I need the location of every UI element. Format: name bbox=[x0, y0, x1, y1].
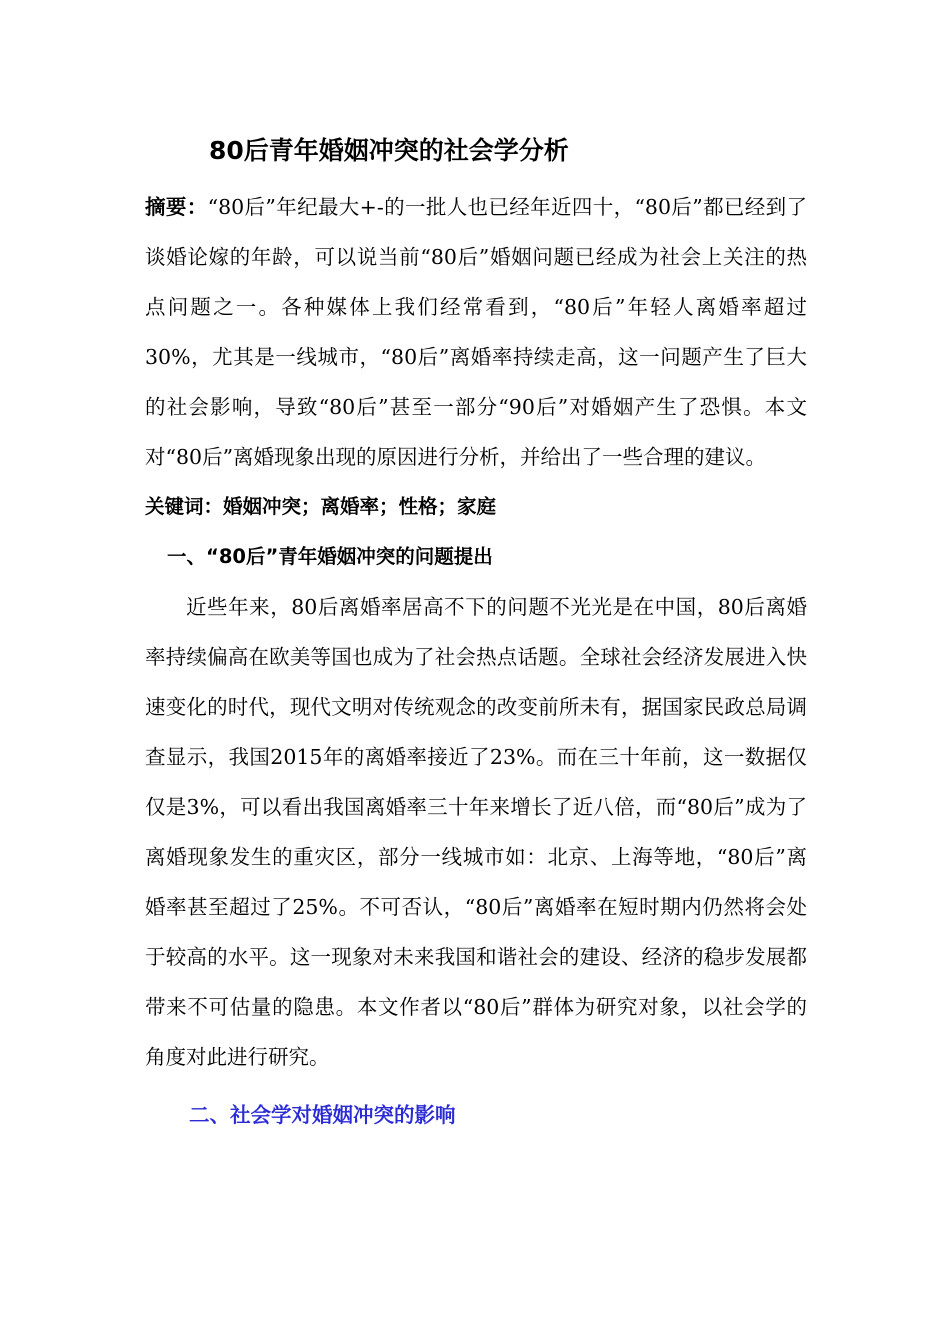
section-1-heading: 一、“80后”青年婚姻冲突的问题提出 bbox=[167, 545, 493, 568]
section-2-heading: 二、社会学对婚姻冲突的影响 bbox=[189, 1103, 456, 1127]
document-title: 80后青年婚姻冲突的社会学分析 bbox=[209, 136, 569, 165]
abstract-text: “80后”年纪最大+-的一批人也已经年近四十，“80后”都已经到了谈婚论嫁的年龄，可以说当前“80后”婚姻问题已经成为社会上关注的热点问题之一。各种媒体上我们经常看到，“80后”年轻人离婚率超过30%，尤其是一线城市，“80后”离婚率持续走高，这一问题产生了巨大的社会影响，导致“80后”甚至一部分“90后”对婚姻产生了恐惧。本文对“80后”离婚现象出现的原因进行分析，并给出了一些合理的建议。 bbox=[145, 195, 808, 469]
document-body bbox=[145, 128, 807, 1140]
abstract-label: 摘要： bbox=[145, 195, 208, 219]
keywords-line: 关键词：婚姻冲突；离婚率；性格；家庭 bbox=[145, 495, 497, 518]
abstract-paragraph bbox=[145, 182, 807, 482]
section-1-paragraph: 近些年来，80后离婚率居高不下的问题不光光是在中国，80后离婚率持续偏高在欧美等国也成为了社会热点话题。全球社会经济发展进入快速变化的时代，现代文明对传统观念的改变前所未有，据国家民政总局调查显示，我国2015年的离婚率接近了23%。而在三十年前，这一数据仅仅是3%，可以看出我国离婚率三十年来增长了近八倍，而“80后”成为了离婚现象发生的重灾区，部分一线城市如：北京、上海等地，“80后”离婚率甚至超过了25%。不可否认，“80后”离婚率在短时期内仍然将会处于较高的水平。这一现象对未来我国和谐社会的建设、经济的稳步发展都带来不可估量的隐患。本文作者以“80后”群体为研究对象，以社会学的角度对此进行研究。 bbox=[145, 595, 807, 1069]
